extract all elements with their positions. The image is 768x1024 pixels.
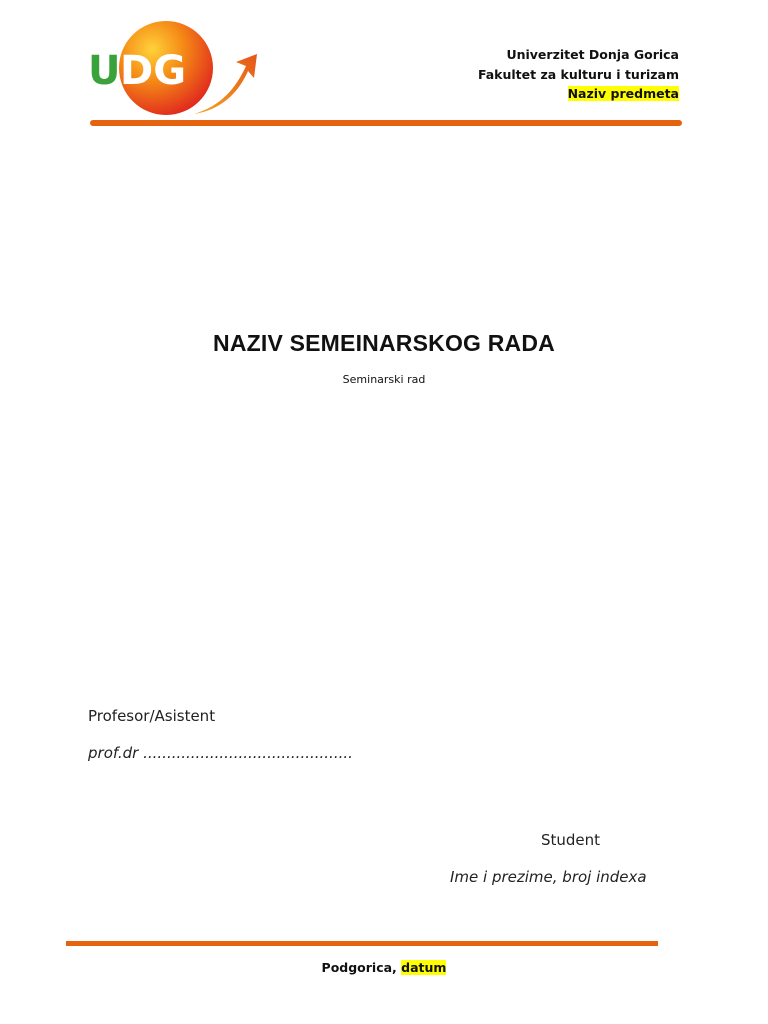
- university-name: Univerzitet Donja Gorica: [506, 47, 679, 62]
- student-label: Student: [541, 831, 601, 849]
- subject-name-line: [478, 84, 679, 104]
- udg-logo-graphic: [86, 18, 261, 120]
- document-title: NAZIV SEMEINARSKOG RADA: [213, 330, 555, 356]
- footer-city: Podgorica,: [321, 960, 402, 975]
- logo-letter-u: U: [88, 48, 121, 94]
- logo-letters-dg: DG: [120, 48, 187, 94]
- professor-name: prof.dr ............................................: [88, 744, 353, 762]
- udg-logo: [86, 18, 261, 120]
- faculty-name: Fakultet za kulturu i turizam: [477, 66, 679, 82]
- header-info: [478, 45, 679, 104]
- header-divider: [90, 120, 682, 126]
- student-name: Ime i prezime, broj indexa: [450, 868, 647, 886]
- subject-name: Naziv predmeta: [567, 86, 679, 101]
- footer-date: datum: [401, 960, 447, 975]
- footer-divider: [66, 941, 658, 946]
- professor-label: Profesor/Asistent: [88, 707, 216, 725]
- footer: [0, 960, 768, 975]
- document-subtitle: Seminarski rad: [342, 373, 426, 386]
